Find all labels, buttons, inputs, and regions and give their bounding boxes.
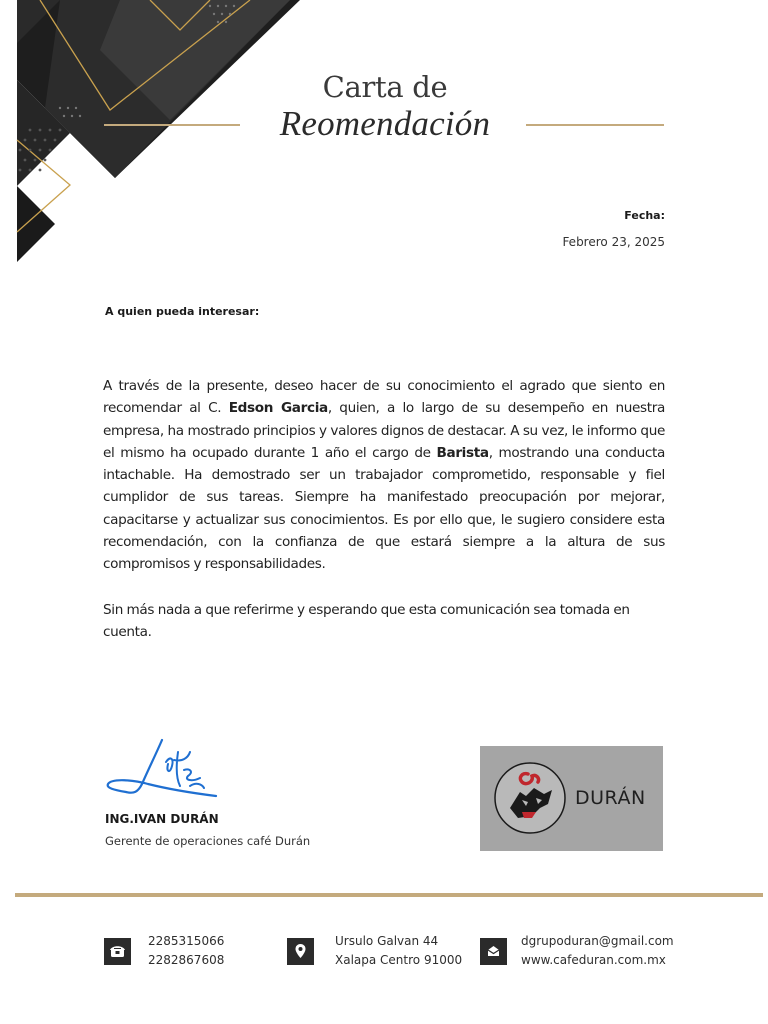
signer-name: ING.IVAN DURÁN bbox=[105, 812, 219, 826]
wolf-logo-icon bbox=[492, 760, 568, 836]
title-rule-right bbox=[526, 124, 664, 126]
logo-text: DURÁN bbox=[575, 787, 646, 809]
phone-numbers bbox=[148, 932, 224, 969]
letter-body bbox=[103, 375, 665, 576]
candidate-name: Edson Garcia bbox=[228, 400, 328, 417]
date-value: Febrero 23, 2025 bbox=[562, 235, 665, 249]
body-text-part-3: , mostrando una conducta intachable. Ha demostrado ser un trabajador comprometido, responsable y fiel cumplidor de sus tareas. Siempre ha manifestado preocupación por mejorar, capacitarse y actualizar sus conocimientos. Es por ello que, le sugiero considere esta recomendación, con la confianza de que estará siempre a la altura de sus compromisos y responsabilidades. bbox=[103, 444, 665, 573]
document-title bbox=[240, 68, 530, 142]
phone-icon bbox=[104, 938, 131, 965]
mail-icon bbox=[480, 938, 507, 965]
phone-1: 2285315066 bbox=[148, 934, 225, 948]
location-pin-icon bbox=[287, 938, 314, 965]
address bbox=[335, 932, 462, 969]
company-logo bbox=[480, 746, 663, 851]
address-line-2: Xalapa Centro 91000 bbox=[335, 952, 463, 967]
date-label: Fecha: bbox=[624, 209, 665, 222]
closing-paragraph: Sin más nada a que referirme y esperando que esta comunicación sea tomada en cuenta. bbox=[103, 602, 630, 641]
body-text-part-2: , quien, a lo largo de su desempeño en nuestra empresa, ha mostrado principios y valores dignos de destacar. A su vez, le informo que el mismo ha ocupado durante 1 año el cargo de bbox=[103, 400, 665, 461]
footer-rule bbox=[15, 893, 763, 897]
address-line-1: Ursulo Galvan 44 bbox=[335, 934, 439, 948]
body-text-part-1: A través de la presente, deseo hacer de su conocimiento el agrado que siento en recomendar al C. bbox=[103, 378, 665, 417]
title-line-2: Reomendación bbox=[279, 104, 491, 143]
title-line-1: Carta de bbox=[322, 70, 448, 104]
website-link[interactable]: www.cafeduran.com.mx bbox=[521, 952, 666, 967]
salutation: A quien pueda interesar: bbox=[105, 305, 260, 318]
position-name: Barista bbox=[436, 444, 489, 461]
signer-role: Gerente de operaciones café Durán bbox=[105, 834, 311, 848]
handwritten-signature bbox=[104, 736, 224, 802]
email-link[interactable]: dgrupoduran@gmail.com bbox=[521, 934, 674, 948]
web-contact bbox=[521, 932, 674, 969]
title-rule-left bbox=[104, 124, 240, 126]
phone-2: 2282867608 bbox=[148, 952, 225, 967]
